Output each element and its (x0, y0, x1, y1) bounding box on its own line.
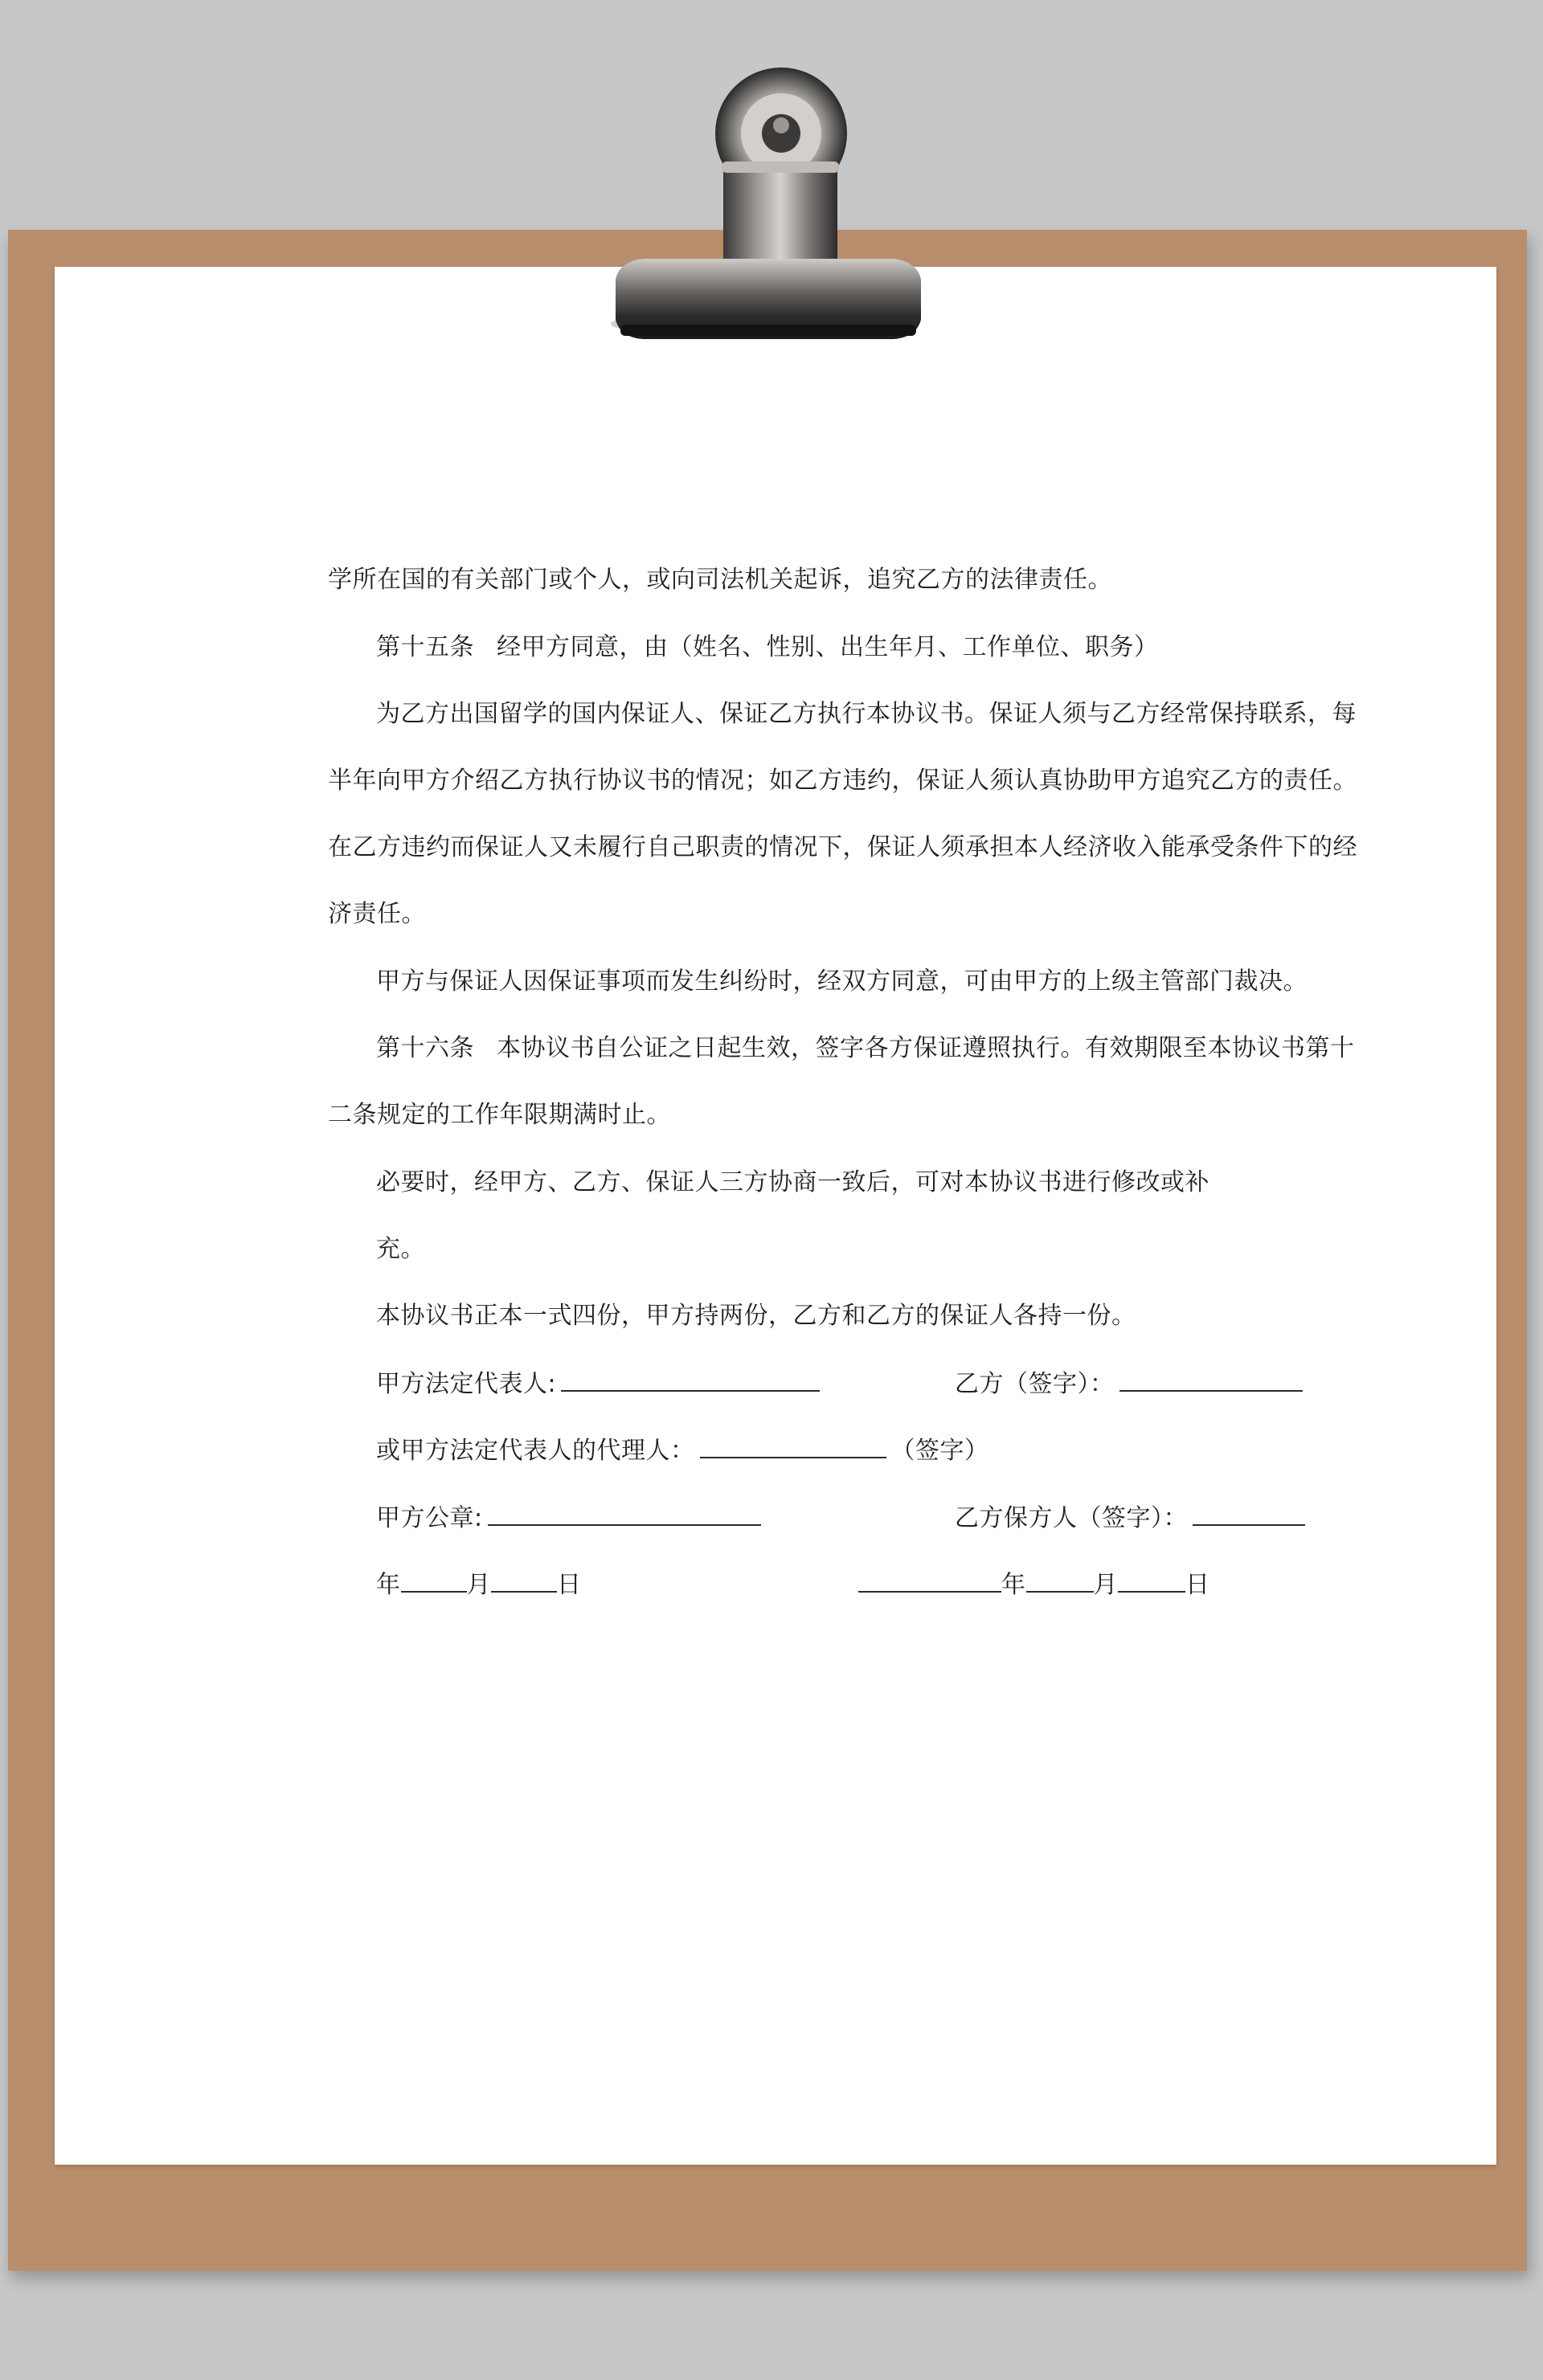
date-left (376, 1567, 582, 1601)
article-15-line (376, 632, 1159, 664)
date-right (858, 1567, 1210, 1601)
article-15-label: 第十五条 (376, 633, 474, 661)
date-right-year-blank[interactable] (858, 1567, 1001, 1593)
date-right-month-blank[interactable] (1026, 1567, 1094, 1593)
text-line-12: 充。 (376, 1235, 425, 1263)
text-line-6: 济责任。 (328, 900, 426, 928)
article-16-label: 第十六条 (376, 1034, 474, 1062)
party-a-agent-label: 或甲方法定代表人的代理人： (376, 1437, 695, 1465)
article-16-line (376, 1033, 1355, 1065)
date-left-year: 年 (376, 1571, 401, 1599)
binder-clip-icon (579, 47, 956, 360)
text-line-10: 二条规定的工作年限期满时止。 (328, 1101, 671, 1129)
article-15-text: 经甲方同意，由（姓名、性别、出生年月、工作单位、职务） (497, 633, 1159, 661)
date-right-day: 日 (1185, 1571, 1210, 1599)
date-left-day-blank[interactable] (491, 1567, 557, 1593)
document-page (55, 267, 1496, 2165)
party-b-guarantor-label: 乙方保方人（签字）： (955, 1504, 1188, 1532)
text-line-5: 在乙方违约而保证人又未履行自己职责的情况下，保证人须承担本人经济收入能承受条件下的经 (328, 833, 1357, 861)
text-line-11: 必要时，经甲方、乙方、保证人三方协商一致后，可对本协议书进行修改或补 (376, 1168, 1209, 1196)
party-a-rep-blank[interactable] (561, 1366, 820, 1392)
party-a-seal-blank[interactable] (488, 1500, 761, 1526)
date-left-month-blank[interactable] (401, 1567, 467, 1593)
party-a-agent-field (376, 1433, 989, 1467)
party-a-rep-label: 甲方法定代表人: (376, 1370, 557, 1398)
text-line-13: 本协议书正本一式四份，甲方持两份，乙方和乙方的保证人各持一份。 (376, 1302, 1136, 1330)
date-right-year: 年 (1001, 1571, 1026, 1599)
article-16-text: 本协议书自公证之日起生效，签字各方保证遵照执行。有效期限至本协议书第十 (497, 1034, 1355, 1062)
text-line-3: 为乙方出国留学的国内保证人、保证乙方执行本协议书。保证人须与乙方经常保持联系，每 (376, 700, 1357, 728)
party-a-seal-label: 甲方公章: (376, 1504, 483, 1532)
date-right-day-blank[interactable] (1118, 1567, 1185, 1593)
date-left-month: 月 (466, 1571, 491, 1599)
party-b-field (955, 1366, 1308, 1401)
party-a-agent-blank[interactable] (700, 1433, 886, 1458)
text-line-7: 甲方与保证人因保证事项而发生纠纷时，经双方同意，可由甲方的上级主管部门裁决。 (376, 967, 1308, 996)
date-left-day: 日 (557, 1571, 582, 1599)
text-line-4: 半年向甲方介绍乙方执行协议书的情况；如乙方违约，保证人须认真协助甲方追究乙方的责任。 (328, 767, 1357, 795)
party-b-guarantor-blank[interactable] (1193, 1500, 1305, 1526)
text-line-1: 学所在国的有关部门或个人，或向司法机关起诉，追究乙方的法律责任。 (328, 566, 1112, 594)
party-b-label: 乙方（签字）： (955, 1370, 1115, 1398)
party-a-seal-field (376, 1500, 766, 1535)
party-b-guarantor-field (955, 1500, 1310, 1535)
date-right-month: 月 (1093, 1571, 1118, 1599)
party-b-blank[interactable] (1119, 1366, 1303, 1392)
party-a-rep-field (376, 1366, 825, 1401)
sign-note: （签字） (890, 1437, 989, 1465)
